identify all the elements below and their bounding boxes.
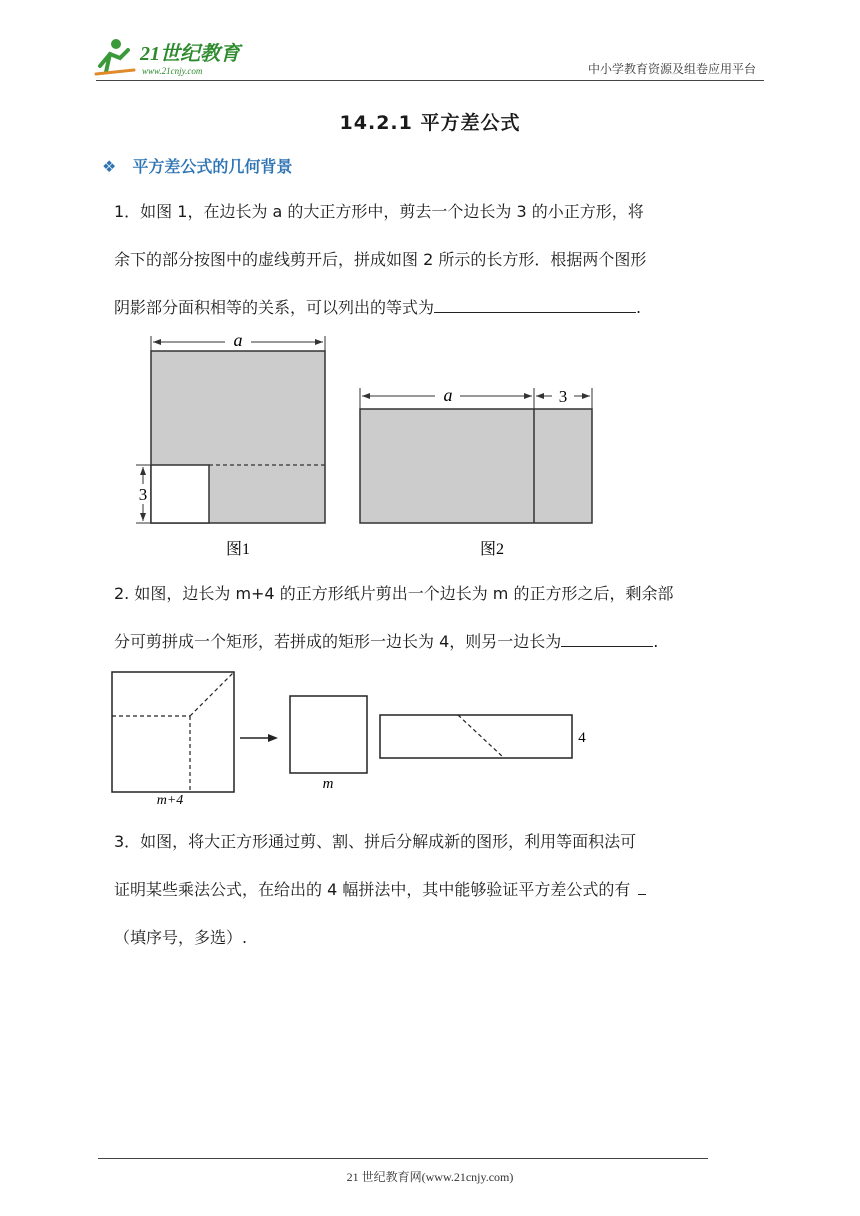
q2-label-m: m	[322, 776, 334, 792]
runner-icon	[96, 39, 134, 74]
q2-line-2-text: 分可剪拼成一个矩形，若拼成的矩形一边长为 4，则另一边长为	[114, 632, 562, 651]
footer-text: 21 世纪教育网(www.21cnjy.com)	[346, 1170, 514, 1184]
fig2-caption: 图2	[479, 541, 505, 558]
logo-url: www.21cnjy.com	[142, 66, 203, 76]
figure-2	[360, 385, 592, 558]
q2-small-square	[290, 696, 367, 773]
q3-line-2-text: 证明某些乘法公式，在给出的 4 幅拼法中，其中能够验证平方差公式的有	[114, 880, 631, 899]
figure-1	[136, 330, 325, 558]
q3-line-3: （填序号，多选）.	[114, 928, 248, 947]
fig1-small-square	[151, 465, 209, 523]
q1-answer-blank[interactable]	[434, 294, 636, 313]
header-divider	[96, 80, 764, 81]
q2-label-4: 4	[578, 730, 586, 746]
diamond-bullet-icon: ❖	[102, 157, 117, 176]
fig1-label-a: a	[233, 330, 243, 350]
q3-line-2	[114, 866, 774, 914]
fig1-label-3: 3	[138, 485, 148, 504]
footer-divider	[98, 1158, 708, 1159]
q1-line-3-text: 阴影部分面积相等的关系，可以列出的等式为	[114, 298, 435, 317]
fig2-label-a: a	[443, 385, 453, 405]
q2-line-2	[114, 618, 774, 666]
section-title: 平方差公式的几何背景	[132, 157, 293, 176]
fig2-label-3: 3	[558, 387, 568, 406]
page-title: 14.2.1 平方差公式	[339, 112, 521, 134]
q1-end: .	[636, 298, 642, 317]
section-heading	[102, 154, 292, 177]
q1-figures	[130, 330, 610, 562]
header-platform-text: 中小学教育资源及组卷应用平台	[587, 62, 756, 76]
q1-line-2: 余下的部分按图中的虚线剪开后，拼成如图 2 所示的长方形．根据两个图形	[114, 250, 647, 269]
q3-answer-blank[interactable]	[638, 876, 646, 895]
question-2	[114, 570, 774, 666]
site-logo	[94, 36, 264, 78]
q3-line-1: 3．如图，将大正方形通过剪、割、拼后分解成新的图形，利用等面积法可	[114, 832, 637, 851]
question-1	[114, 188, 774, 332]
q2-answer-blank[interactable]	[561, 628, 653, 647]
q2-figure	[108, 664, 608, 808]
q2-end: .	[653, 632, 659, 651]
q2-rectangle	[380, 715, 572, 758]
q1-line-3	[114, 284, 774, 332]
fig1-caption: 图1	[225, 541, 251, 558]
logo-title: 21世纪教育	[140, 43, 240, 65]
fig2-rectangle	[360, 409, 592, 523]
q2-line-1: 2. 如图，边长为 m+4 的正方形纸片剪出一个边长为 m 的正方形之后，剩余部	[114, 584, 674, 603]
q1-line-1: 1．如图 1，在边长为 a 的大正方形中，剪去一个边长为 3 的小正方形，将	[114, 202, 644, 221]
q2-label-m4: m+4	[156, 793, 184, 808]
question-3	[114, 818, 774, 962]
